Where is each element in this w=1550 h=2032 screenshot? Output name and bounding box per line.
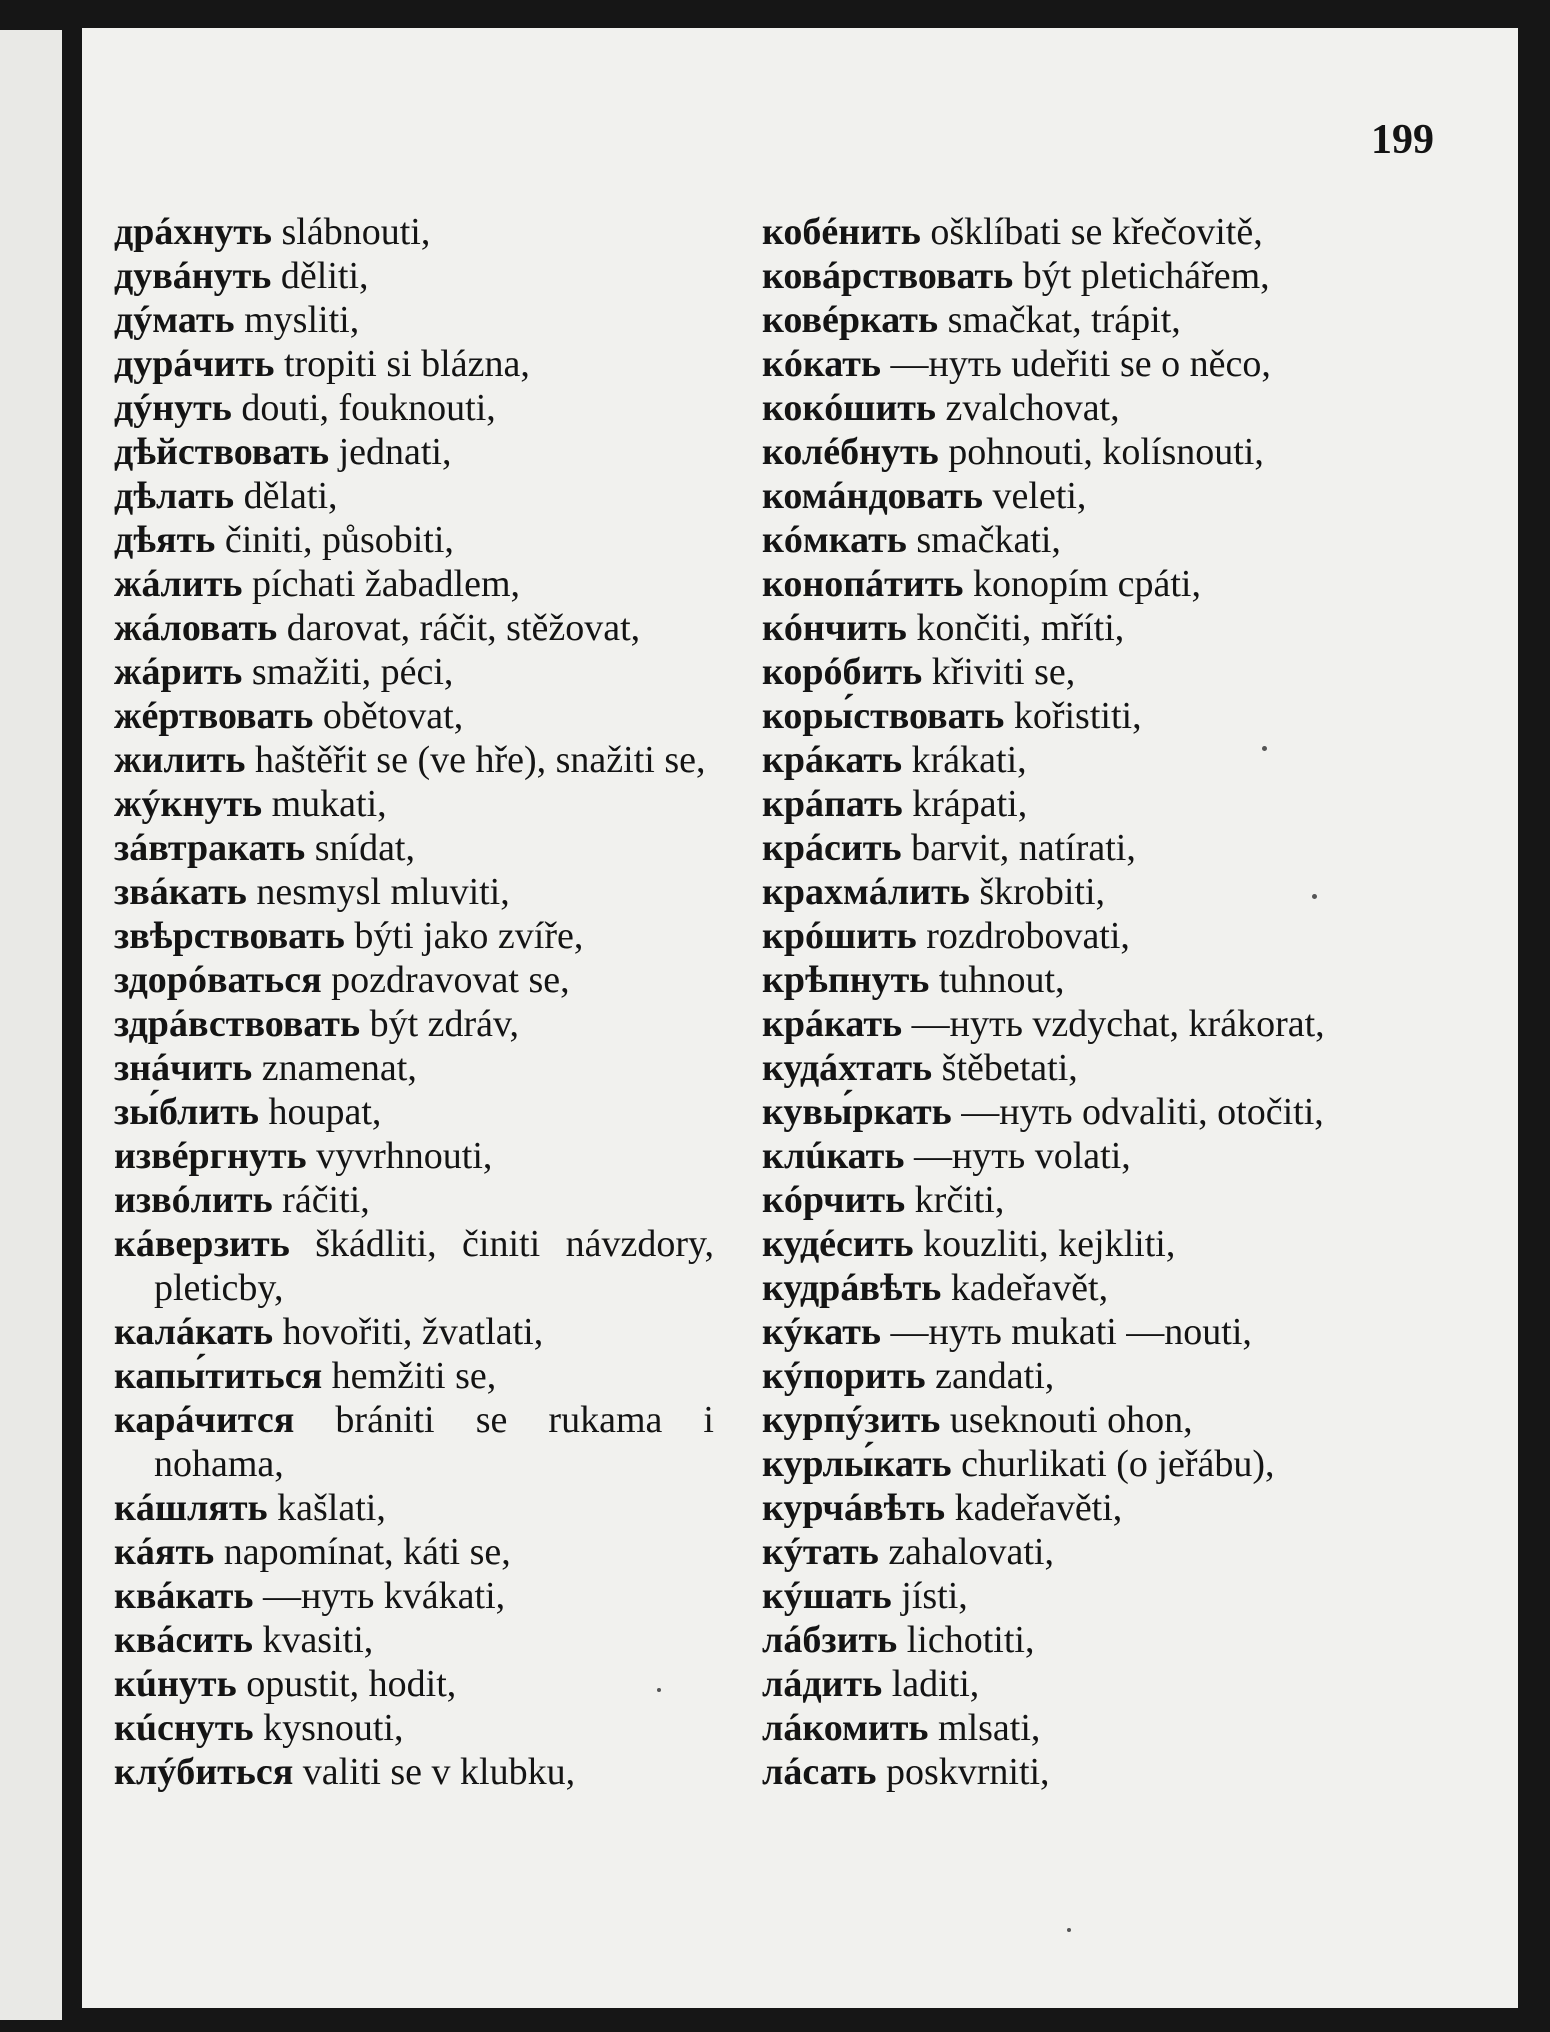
entry-translation: napomínat, káti se, xyxy=(223,1531,511,1573)
dictionary-entry xyxy=(762,430,1442,474)
entry-headword: квáсить xyxy=(114,1619,253,1661)
dictionary-entry xyxy=(114,958,714,1002)
dictionary-entry xyxy=(762,254,1442,298)
entry-headword: курлы́кать xyxy=(762,1443,952,1485)
dictionary-entry xyxy=(114,386,714,430)
dictionary-entry xyxy=(114,1398,714,1486)
right-column xyxy=(762,210,1442,1794)
entry-translation: brániti se rukama i nohama, xyxy=(154,1399,714,1485)
dictionary-entry xyxy=(762,1046,1442,1090)
entry-translation: vyvrhnouti, xyxy=(316,1135,493,1177)
entry-translation: slábnouti, xyxy=(281,211,431,253)
dictionary-entry xyxy=(762,1706,1442,1750)
dictionary-entry xyxy=(762,1574,1442,1618)
entry-translation: —нуть udeřiti se o něco, xyxy=(890,343,1271,385)
entry-translation: krčiti, xyxy=(914,1179,1005,1221)
entry-translation: nesmysl mluviti, xyxy=(256,871,510,913)
entry-translation: laditi, xyxy=(891,1663,980,1705)
entry-headword: ковéркать xyxy=(762,299,939,341)
entry-headword: знáчить xyxy=(114,1047,253,1089)
entry-translation: churlikati (o jeřábu), xyxy=(961,1443,1275,1485)
entry-headword: крáкать xyxy=(762,739,903,781)
entry-headword: звѣрствовать xyxy=(114,915,345,957)
entry-headword: жилить xyxy=(114,739,246,781)
entry-translation: douti, fouknouti, xyxy=(241,387,496,429)
entry-translation: štěbetati, xyxy=(941,1047,1078,1089)
dictionary-entry xyxy=(114,562,714,606)
dictionary-entry xyxy=(114,650,714,694)
dictionary-entry xyxy=(114,254,714,298)
entry-translation: tropiti si blázna, xyxy=(283,343,530,385)
entry-headword: кúнуть xyxy=(114,1663,237,1705)
entry-translation: zahalovati, xyxy=(888,1531,1054,1573)
entry-translation: snídat, xyxy=(314,827,415,869)
dictionary-entry xyxy=(762,1398,1442,1442)
entry-headword: кáять xyxy=(114,1531,215,1573)
dictionary-entry xyxy=(114,1090,714,1134)
entry-translation: krákati, xyxy=(911,739,1027,781)
entry-translation: býti jako zvíře, xyxy=(354,915,584,957)
entry-headword: крáсить xyxy=(762,827,902,869)
entry-translation: smažiti, péci, xyxy=(251,651,454,693)
entry-headword: коры́ствовать xyxy=(762,695,1005,737)
entry-headword: звáкать xyxy=(114,871,247,913)
dictionary-entry xyxy=(114,474,714,518)
entry-translation: mlsati, xyxy=(938,1707,1041,1749)
entry-translation: krápati, xyxy=(912,783,1028,825)
entry-headword: зы́блить xyxy=(114,1091,259,1133)
entry-headword: дѣлать xyxy=(114,475,235,517)
entry-translation: kysnouti, xyxy=(263,1707,404,1749)
entry-headword: кáшлять xyxy=(114,1487,268,1529)
entry-translation: smačkat, trápit, xyxy=(947,299,1181,341)
dictionary-entry xyxy=(114,342,714,386)
entry-headword: крахмáлить xyxy=(762,871,970,913)
entry-translation: pozdravovat se, xyxy=(331,959,570,1001)
dictionary-entry xyxy=(762,914,1442,958)
entry-translation: kořistiti, xyxy=(1013,695,1142,737)
entry-headword: курчáвѣть xyxy=(762,1487,946,1529)
entry-headword: кокóшить xyxy=(762,387,937,429)
dictionary-entry xyxy=(762,1530,1442,1574)
entry-translation: hemžiti se, xyxy=(331,1355,497,1397)
entry-headword: кýтать xyxy=(762,1531,879,1573)
entry-headword: калáкать xyxy=(114,1311,274,1353)
entry-headword: жáрить xyxy=(114,651,243,693)
entry-translation: veleti, xyxy=(992,475,1087,517)
entry-headword: капы́титься xyxy=(114,1355,323,1397)
entry-headword: кýпорить xyxy=(762,1355,926,1397)
facing-page-edge xyxy=(0,30,62,2020)
dictionary-entry xyxy=(114,1662,714,1706)
entry-headword: извóлить xyxy=(114,1179,273,1221)
entry-translation: být pletichářem, xyxy=(1022,255,1270,297)
entry-headword: карáчится xyxy=(114,1399,295,1441)
entry-translation: děliti, xyxy=(280,255,369,297)
entry-translation: mukati, xyxy=(271,783,387,825)
entry-headword: лáбзить xyxy=(762,1619,898,1661)
entry-translation: —нуть kvákati, xyxy=(263,1575,506,1617)
entry-headword: жýкнуть xyxy=(114,783,263,825)
dictionary-entry xyxy=(114,1706,714,1750)
dictionary-entry xyxy=(762,650,1442,694)
dictionary-entry xyxy=(114,1750,714,1794)
entry-translation: darovat, ráčit, stěžovat, xyxy=(286,607,641,649)
dictionary-entry xyxy=(114,430,714,474)
entry-translation: kouzliti, kejkliti, xyxy=(923,1223,1176,1265)
dictionary-entry xyxy=(762,1486,1442,1530)
entry-headword: кóнчить xyxy=(762,607,907,649)
entry-translation: houpat, xyxy=(268,1091,382,1133)
dictionary-entry xyxy=(762,738,1442,782)
dictionary-entry xyxy=(114,1310,714,1354)
entry-headword: кýшать xyxy=(762,1575,892,1617)
entry-translation: být zdráv, xyxy=(369,1003,520,1045)
dictionary-entry xyxy=(762,1354,1442,1398)
dictionary-entry xyxy=(114,606,714,650)
entry-headword: зáвтракать xyxy=(114,827,306,869)
dictionary-entry xyxy=(762,1662,1442,1706)
dictionary-entry xyxy=(762,1090,1442,1134)
entry-headword: квáкать xyxy=(114,1575,254,1617)
entry-headword: лáдить xyxy=(762,1663,883,1705)
entry-translation: —нуть vzdychat, krákorat, xyxy=(911,1003,1325,1045)
dictionary-entry xyxy=(762,1442,1442,1486)
entry-translation: končiti, mříti, xyxy=(916,607,1125,649)
entry-translation: —нуть odvaliti, otočiti, xyxy=(961,1091,1324,1133)
left-column xyxy=(114,210,714,1794)
dictionary-entry xyxy=(762,870,1442,914)
dictionary-entry xyxy=(762,342,1442,386)
entry-headword: дурáчить xyxy=(114,343,275,385)
entry-translation: pohnouti, kolísnouti, xyxy=(948,431,1264,473)
dictionary-entry xyxy=(762,518,1442,562)
entry-translation: obětovat, xyxy=(322,695,464,737)
entry-headword: колéбнуть xyxy=(762,431,939,473)
dictionary-entry xyxy=(114,914,714,958)
entry-headword: дрáхнуть xyxy=(114,211,273,253)
entry-translation: jísti, xyxy=(901,1575,968,1617)
dictionary-entry xyxy=(114,1134,714,1178)
dictionary-entry xyxy=(762,1222,1442,1266)
dictionary-entry xyxy=(114,298,714,342)
dictionary-entry xyxy=(114,518,714,562)
dictionary-entry xyxy=(114,1222,714,1310)
entry-headword: комáндовать xyxy=(762,475,984,517)
entry-translation: konopím cpáti, xyxy=(973,563,1201,605)
entry-headword: ковáрствовать xyxy=(762,255,1014,297)
entry-headword: здрáвствовать xyxy=(114,1003,361,1045)
entry-headword: дýнуть xyxy=(114,387,232,429)
dictionary-entry xyxy=(762,1266,1442,1310)
entry-translation: useknouti ohon, xyxy=(949,1399,1193,1441)
dictionary-entry xyxy=(762,298,1442,342)
entry-translation: kadeřavěti, xyxy=(954,1487,1123,1529)
entry-headword: курпýзить xyxy=(762,1399,941,1441)
entry-headword: лáсать xyxy=(762,1751,877,1793)
dictionary-entry xyxy=(114,738,714,782)
entry-headword: крóшить xyxy=(762,915,917,957)
entry-headword: кудáхтать xyxy=(762,1047,933,1089)
dictionary-entry xyxy=(114,826,714,870)
entry-headword: конопáтить xyxy=(762,563,964,605)
entry-translation: smačkati, xyxy=(916,519,1061,561)
entry-headword: здорóваться xyxy=(114,959,322,1001)
entry-translation: —нуть volati, xyxy=(913,1135,1131,1177)
dictionary-entry xyxy=(114,1618,714,1662)
entry-translation: zvalchovat, xyxy=(945,387,1120,429)
dictionary-entry xyxy=(114,1046,714,1090)
entry-translation: škrobiti, xyxy=(979,871,1106,913)
dictionary-page xyxy=(82,28,1518,2008)
dictionary-entry xyxy=(762,562,1442,606)
dictionary-entry xyxy=(114,870,714,914)
entry-headword: извéргнуть xyxy=(114,1135,307,1177)
dictionary-entry xyxy=(114,1178,714,1222)
entry-headword: кóрчить xyxy=(762,1179,906,1221)
dictionary-entry xyxy=(762,826,1442,870)
entry-headword: кýкать xyxy=(762,1311,881,1353)
entry-translation: zandati, xyxy=(935,1355,1055,1397)
entry-translation: valiti se v klubku, xyxy=(302,1751,576,1793)
dictionary-entry xyxy=(114,694,714,738)
entry-translation: —нуть mukati —nouti, xyxy=(890,1311,1252,1353)
entry-headword: кóмкать xyxy=(762,519,907,561)
entry-translation: kvasiti, xyxy=(262,1619,374,1661)
dictionary-entry xyxy=(762,606,1442,650)
entry-headword: дѣйствовать xyxy=(114,431,330,473)
dictionary-entry xyxy=(762,1750,1442,1794)
entry-headword: кудéсить xyxy=(762,1223,914,1265)
entry-headword: крáпать xyxy=(762,783,903,825)
dictionary-entry xyxy=(762,1618,1442,1662)
entry-headword: кúснуть xyxy=(114,1707,254,1749)
entry-translation: křiviti se, xyxy=(931,651,1076,693)
dictionary-entry xyxy=(114,1002,714,1046)
entry-translation: kašlati, xyxy=(277,1487,386,1529)
entry-translation: ráčiti, xyxy=(282,1179,370,1221)
dictionary-entry xyxy=(114,782,714,826)
dictionary-entry xyxy=(762,474,1442,518)
dictionary-entry xyxy=(762,1002,1442,1046)
entry-translation: znamenat, xyxy=(261,1047,417,1089)
dictionary-entry xyxy=(762,1310,1442,1354)
entry-translation: rozdrobovati, xyxy=(926,915,1130,957)
entry-translation: mysliti, xyxy=(244,299,360,341)
entry-headword: лáкомить xyxy=(762,1707,929,1749)
dictionary-entry xyxy=(762,694,1442,738)
entry-translation: lichotiti, xyxy=(906,1619,1035,1661)
entry-headword: клúкать xyxy=(762,1135,905,1177)
dictionary-entry xyxy=(114,1486,714,1530)
entry-translation: kadeřavět, xyxy=(950,1267,1109,1309)
entry-translation: haštěřit se (ve hře), snažiti se, xyxy=(254,739,706,781)
entry-headword: дувáнуть xyxy=(114,255,272,297)
entry-headword: крáкать xyxy=(762,1003,903,1045)
entry-translation: poskvrniti, xyxy=(885,1751,1050,1793)
entry-translation: činiti, působiti, xyxy=(224,519,454,561)
entry-headword: клýбиться xyxy=(114,1751,294,1793)
entry-headword: кóкать xyxy=(762,343,881,385)
dictionary-entry xyxy=(762,782,1442,826)
dictionary-entry xyxy=(114,1574,714,1618)
entry-headword: кáверзить xyxy=(114,1223,290,1265)
entry-translation: opustit, hodit, xyxy=(246,1663,457,1705)
dictionary-entry xyxy=(114,210,714,254)
entry-headword: жáловать xyxy=(114,607,278,649)
entry-headword: кобéнить xyxy=(762,211,921,253)
entry-headword: корóбить xyxy=(762,651,923,693)
entry-headword: дýмать xyxy=(114,299,235,341)
entry-translation: škádliti, činiti návzdory, pleticby, xyxy=(154,1223,715,1309)
dictionary-entry xyxy=(114,1354,714,1398)
entry-translation: barvit, natírati, xyxy=(911,827,1136,869)
dictionary-entry xyxy=(114,1530,714,1574)
dictionary-entry xyxy=(762,210,1442,254)
entry-translation: ošklíbati se křečovitě, xyxy=(930,211,1263,253)
entry-translation: tuhnout, xyxy=(938,959,1065,1001)
entry-headword: дѣять xyxy=(114,519,216,561)
entry-headword: кувы́ркать xyxy=(762,1091,952,1133)
dictionary-entry xyxy=(762,386,1442,430)
dictionary-entry xyxy=(762,1134,1442,1178)
entry-translation: píchati žabadlem, xyxy=(252,563,521,605)
entry-headword: жéртвовать xyxy=(114,695,314,737)
entry-translation: hovořiti, žvatlati, xyxy=(282,1311,544,1353)
page-number: 199 xyxy=(1371,117,1434,163)
entry-headword: жáлить xyxy=(114,563,243,605)
entry-translation: dělati, xyxy=(243,475,338,517)
entry-translation: jednati, xyxy=(338,431,452,473)
entry-headword: крѣпнуть xyxy=(762,959,930,1001)
dictionary-entry xyxy=(762,1178,1442,1222)
entry-headword: кудрáвѣть xyxy=(762,1267,942,1309)
dictionary-entry xyxy=(762,958,1442,1002)
